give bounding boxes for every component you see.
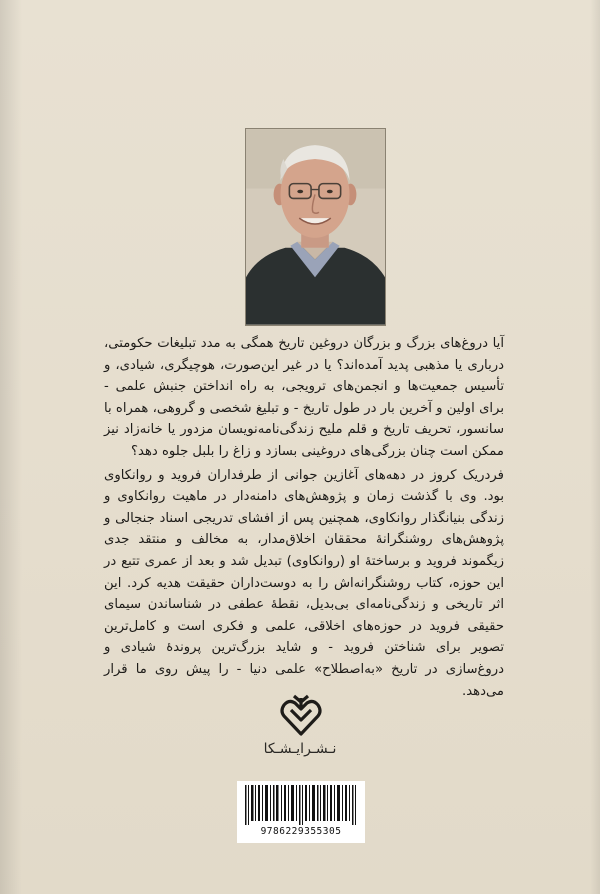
author-photo	[245, 128, 386, 326]
isbn-barcode	[237, 781, 365, 843]
blurb-paragraph-1: آیا دروغ‌های بزرگ و بزرگان دروغین تاریخ همگی به مدد تبلیغات حکومتی، درباری یا مذهبی پدید آمده‌اند؟ یا در غیر این‌صورت، هوچیگری، شیادی، و تأسیس جمعیت‌ها و انجمن‌های ترویجی، به راه انداختن جنبش علمی - برای اولین و آخرین بار در طول تاریخ - و تبلیغ شخصی و گروهی، همراه با سانسور، تحریف تاریخ و قلم ملیح زندگی‌نامه‌نویسان مزدور یا خانه‌زاد نیز ممکن است چنان بزرگی‌های دروغینی بسازد و زاغ را بلبل جلوه دهد؟	[104, 336, 504, 459]
publisher-name: نـشـرایـشـکا	[263, 741, 337, 757]
barcode-bars	[243, 785, 359, 825]
blurb-paragraph-2: فردریک کروز در دهه‌های آغازین جوانی از طرفداران فروید و روانکاوی بود. وی با گذشت زمان و پژوهش‌های دامنه‌دار در ماهیت روانکاوی و زندگی بنیانگذار روانکاوی، همچنین پس از افشای تدریجی اسناد جنجالی و پژوهش‌های روشنگرانهٔ محققان اخلاق‌مدار، به مخالف و منتقد جدی زیگموند فروید و برساختهٔ او (روانکاوی) تبدیل شد و بعد از عمری تتبع در این حوزه، کتاب روشنگرانه‌اش را به دوست‌داران حقیقت هدیه کرد. این اثر تاریخی و زندگی‌نامه‌ای بی‌بدیل، نقطهٔ عطفی در شناساندن سیمای حقیقی فروید در حوزه‌های اخلاقی، علمی و فکری است و کامل‌ترین تصویر برای شناختن فروید - و شاید بزرگ‌ترین پروندهٔ شیادی و دروغ‌سازی در تاریخ «به‌اصطلاح» علمی دنیا - را پیش روی ما قرار می‌دهد.	[104, 467, 504, 699]
publisher-logo-icon	[279, 690, 323, 738]
back-cover-blurb	[104, 333, 504, 702]
isbn-number: 9786229355305	[260, 826, 342, 837]
